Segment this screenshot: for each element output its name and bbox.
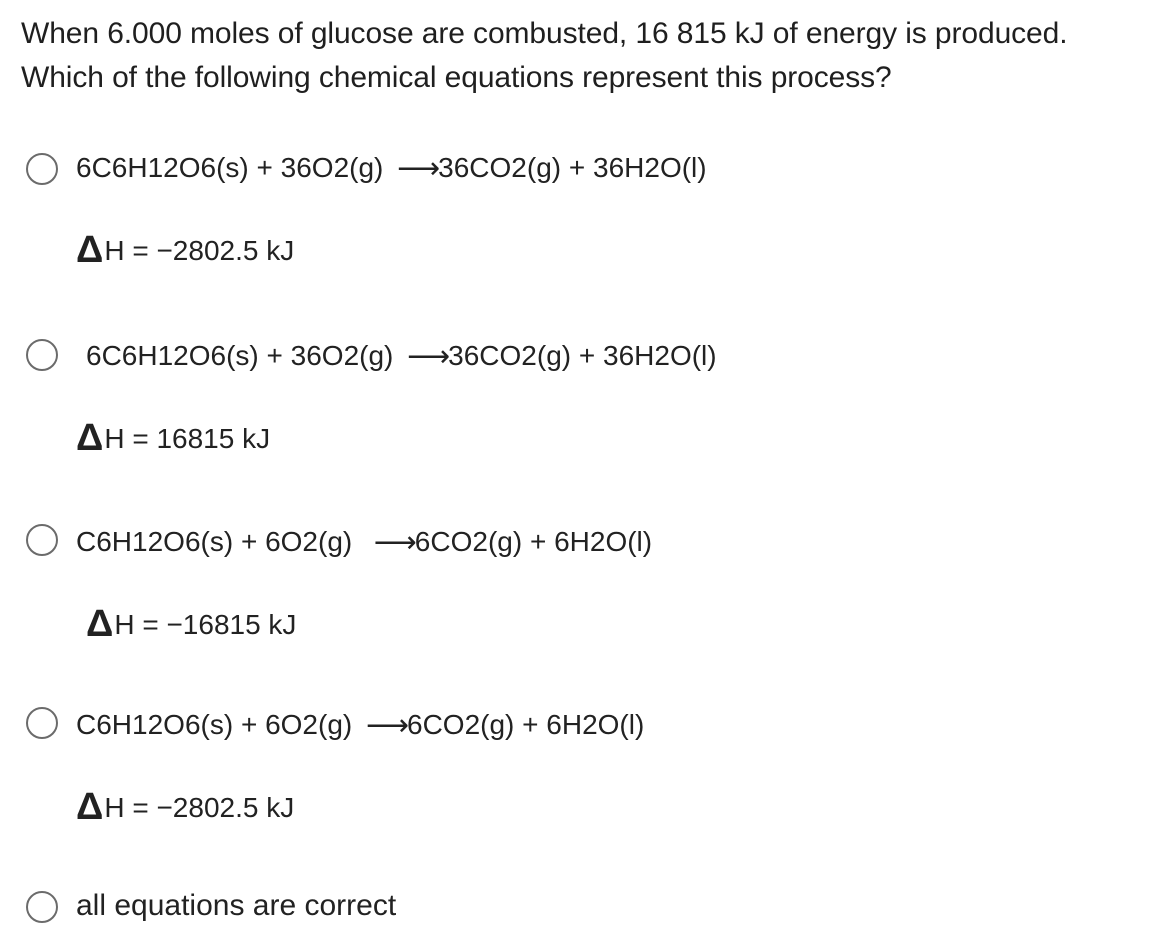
- answer-option-5[interactable]: [0, 888, 1171, 928]
- delta-icon: Δ: [86, 603, 114, 645]
- radio-button-option-2[interactable]: [26, 339, 58, 371]
- products: 36CO2(g) + 36H2O(l): [438, 152, 707, 183]
- radio-button-option-1[interactable]: [26, 153, 58, 185]
- question-text: [21, 12, 1161, 100]
- products: 6CO2(g) + 6H2O(l): [407, 709, 645, 740]
- enthalpy-value: H = 16815 kJ: [104, 423, 271, 454]
- enthalpy-value: H = −2802.5 kJ: [104, 235, 295, 266]
- radio-button-option-4[interactable]: [26, 707, 58, 739]
- radio-button-option-3[interactable]: [26, 524, 58, 556]
- reaction-arrow-icon: ⟶: [407, 340, 451, 373]
- delta-icon: Δ: [76, 229, 104, 271]
- delta-icon: Δ: [76, 417, 104, 459]
- enthalpy-value: H = −16815 kJ: [114, 609, 297, 640]
- answer-option-3[interactable]: [0, 524, 1171, 654]
- reactants: C6H12O6(s) + 6O2(g): [76, 709, 360, 740]
- answer-option-4[interactable]: [0, 707, 1171, 837]
- reactants: C6H12O6(s) + 6O2(g): [76, 526, 368, 557]
- equation-option-1: [76, 150, 707, 186]
- enthalpy-value: H = −2802.5 kJ: [104, 792, 295, 823]
- enthalpy-option-4: [76, 787, 294, 826]
- reactants: 6C6H12O6(s) + 36O2(g): [86, 340, 402, 371]
- reactants: 6C6H12O6(s) + 36O2(g): [76, 152, 392, 183]
- answer-option-2[interactable]: [0, 338, 1171, 468]
- delta-icon: Δ: [76, 786, 104, 828]
- question-line-2: Which of the following chemical equations represent this process?: [21, 61, 892, 94]
- enthalpy-option-1: [76, 230, 294, 269]
- products: 6CO2(g) + 6H2O(l): [414, 526, 653, 557]
- equation-option-4: [76, 707, 644, 743]
- reaction-arrow-icon: ⟶: [366, 709, 410, 742]
- radio-button-option-5[interactable]: [26, 891, 58, 923]
- enthalpy-option-2: [76, 418, 270, 457]
- equation-option-2: [86, 338, 717, 374]
- equation-option-3: [76, 524, 652, 560]
- reaction-arrow-icon: ⟶: [397, 152, 441, 185]
- option-label: all equations are correct: [76, 889, 397, 922]
- answer-option-1[interactable]: [0, 150, 1171, 280]
- products: 36CO2(g) + 36H2O(l): [448, 340, 717, 371]
- reaction-arrow-icon: ⟶: [373, 526, 417, 559]
- question-line-1: When 6.000 moles of glucose are combusted, 16 815 kJ of energy is produced.: [21, 17, 1068, 50]
- enthalpy-option-3: [86, 604, 296, 643]
